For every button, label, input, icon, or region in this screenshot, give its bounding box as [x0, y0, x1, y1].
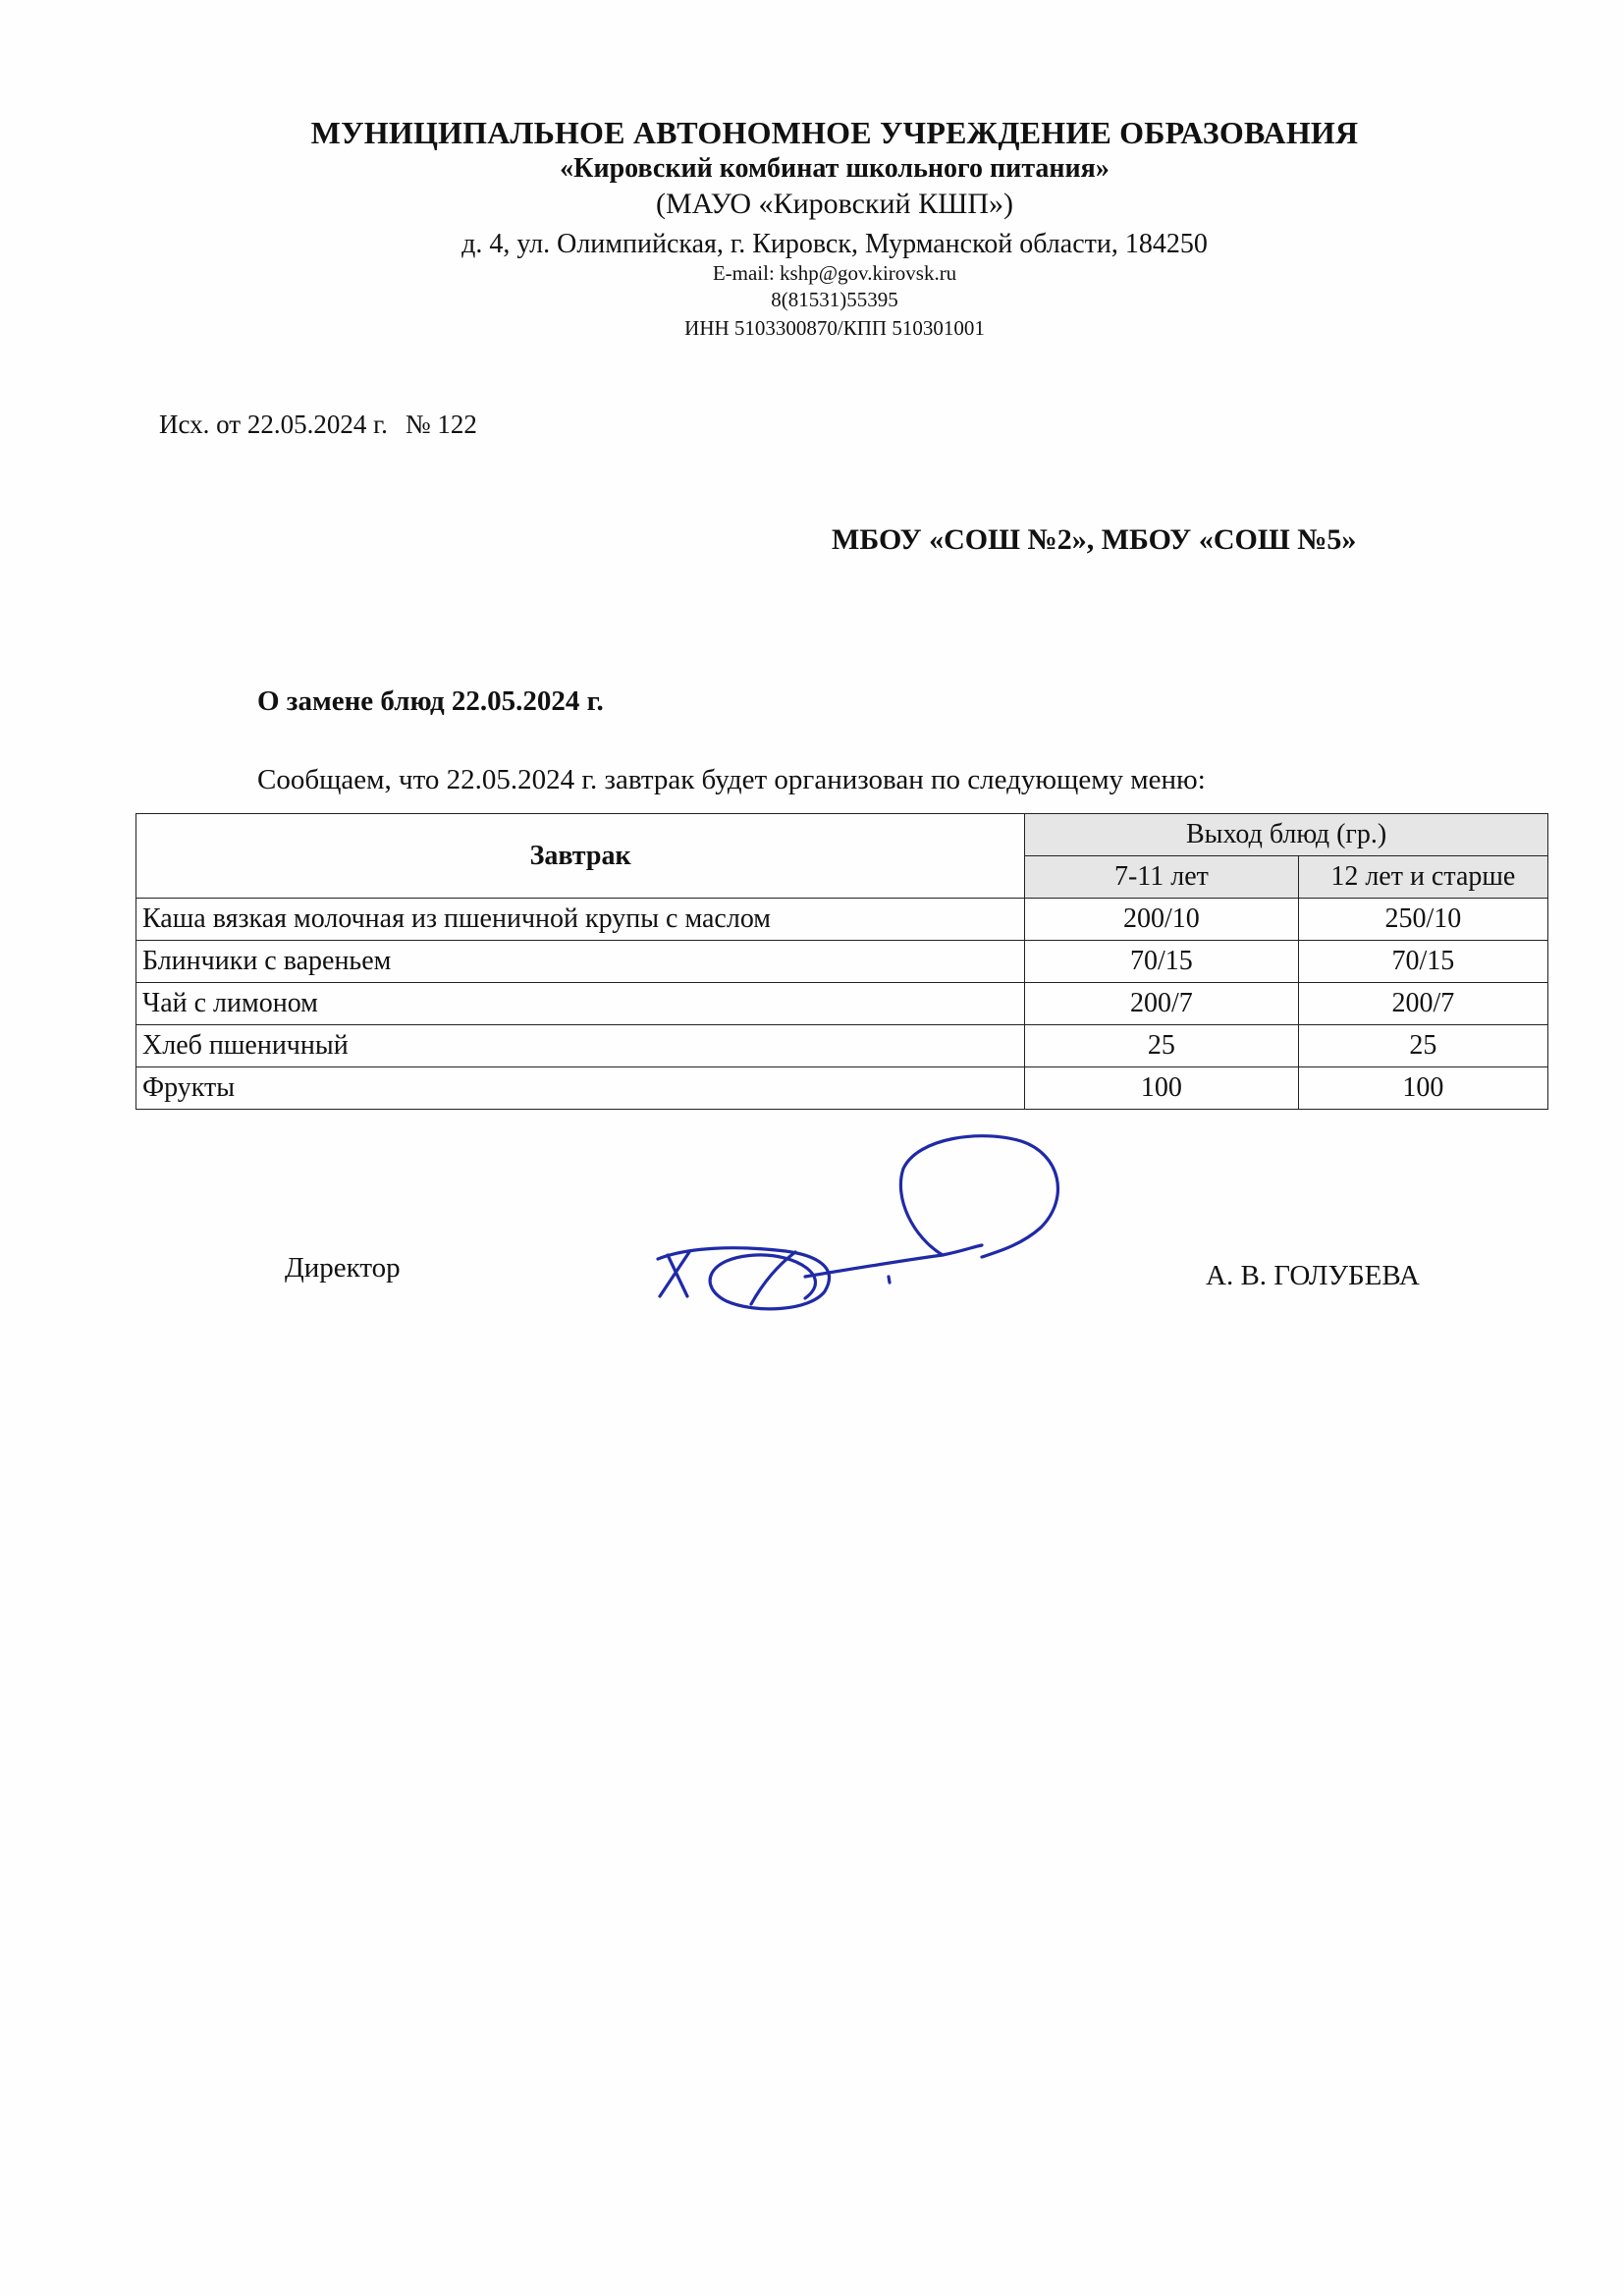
yield-12-plus: 200/7: [1298, 983, 1547, 1025]
director-title: Директор: [285, 1252, 401, 1284]
yield-7-11: 70/15: [1025, 941, 1299, 983]
table-row: [136, 1067, 1548, 1110]
age-group-7-11: 7-11 лет: [1025, 856, 1299, 899]
yield-12-plus: 70/15: [1298, 941, 1547, 983]
yield-12-plus: 100: [1298, 1067, 1547, 1110]
outgoing-number: № 122: [405, 410, 477, 439]
dish-name: Чай с лимоном: [136, 983, 1025, 1025]
yield-12-plus: 25: [1298, 1025, 1547, 1067]
yield-7-11: 25: [1025, 1025, 1299, 1067]
letter-intro: Сообщаем, что 22.05.2024 г. завтрак будет организован по следующему меню:: [257, 764, 1206, 795]
org-full-name: «Кировский комбинат школьного питания»: [560, 153, 1110, 184]
meal-header: Завтрак: [136, 814, 1025, 899]
table-row: [136, 899, 1548, 941]
org-email: E-mail: kshp@gov.kirovsk.ru: [712, 261, 957, 285]
table-header-row: [136, 814, 1548, 856]
table-row: [136, 1025, 1548, 1067]
age-group-12-plus: 12 лет и старше: [1298, 856, 1547, 899]
org-phone: 8(81531)55395: [771, 288, 898, 311]
org-name: МУНИЦИПАЛЬНОЕ АВТОНОМНОЕ УЧРЕЖДЕНИЕ ОБРАЗОВАНИЯ: [310, 115, 1359, 150]
table-row: [136, 941, 1548, 983]
menu-table: [135, 813, 1548, 1110]
recipient: МБОУ «СОШ №2», МБОУ «СОШ №5»: [832, 523, 1357, 556]
dish-name: Каша вязкая молочная из пшеничной крупы с маслом: [136, 899, 1025, 941]
org-short-name: (МАУО «Кировский КШП»): [655, 188, 1014, 220]
org-inn-kpp: ИНН 5103300870/КПП 510301001: [684, 316, 985, 340]
table-row: [136, 983, 1548, 1025]
yield-7-11: 200/10: [1025, 899, 1299, 941]
dish-name: Хлеб пшеничный: [136, 1025, 1025, 1067]
director-name: А. В. ГОЛУБЕВА: [1206, 1260, 1420, 1291]
outgoing-date: Исх. от 22.05.2024 г.: [159, 410, 388, 439]
dish-name: Блинчики с вареньем: [136, 941, 1025, 983]
yield-12-plus: 250/10: [1298, 899, 1547, 941]
letter-subject: О замене блюд 22.05.2024 г.: [257, 685, 604, 717]
outgoing-reference: [159, 410, 477, 440]
dish-name: Фрукты: [136, 1067, 1025, 1110]
yield-header: Выход блюд (гр.): [1025, 814, 1548, 856]
yield-7-11: 200/7: [1025, 983, 1299, 1025]
org-address: д. 4, ул. Олимпийская, г. Кировск, Мурманской области, 184250: [461, 229, 1208, 259]
handwritten-signature: [648, 1129, 1100, 1326]
yield-7-11: 100: [1025, 1067, 1299, 1110]
